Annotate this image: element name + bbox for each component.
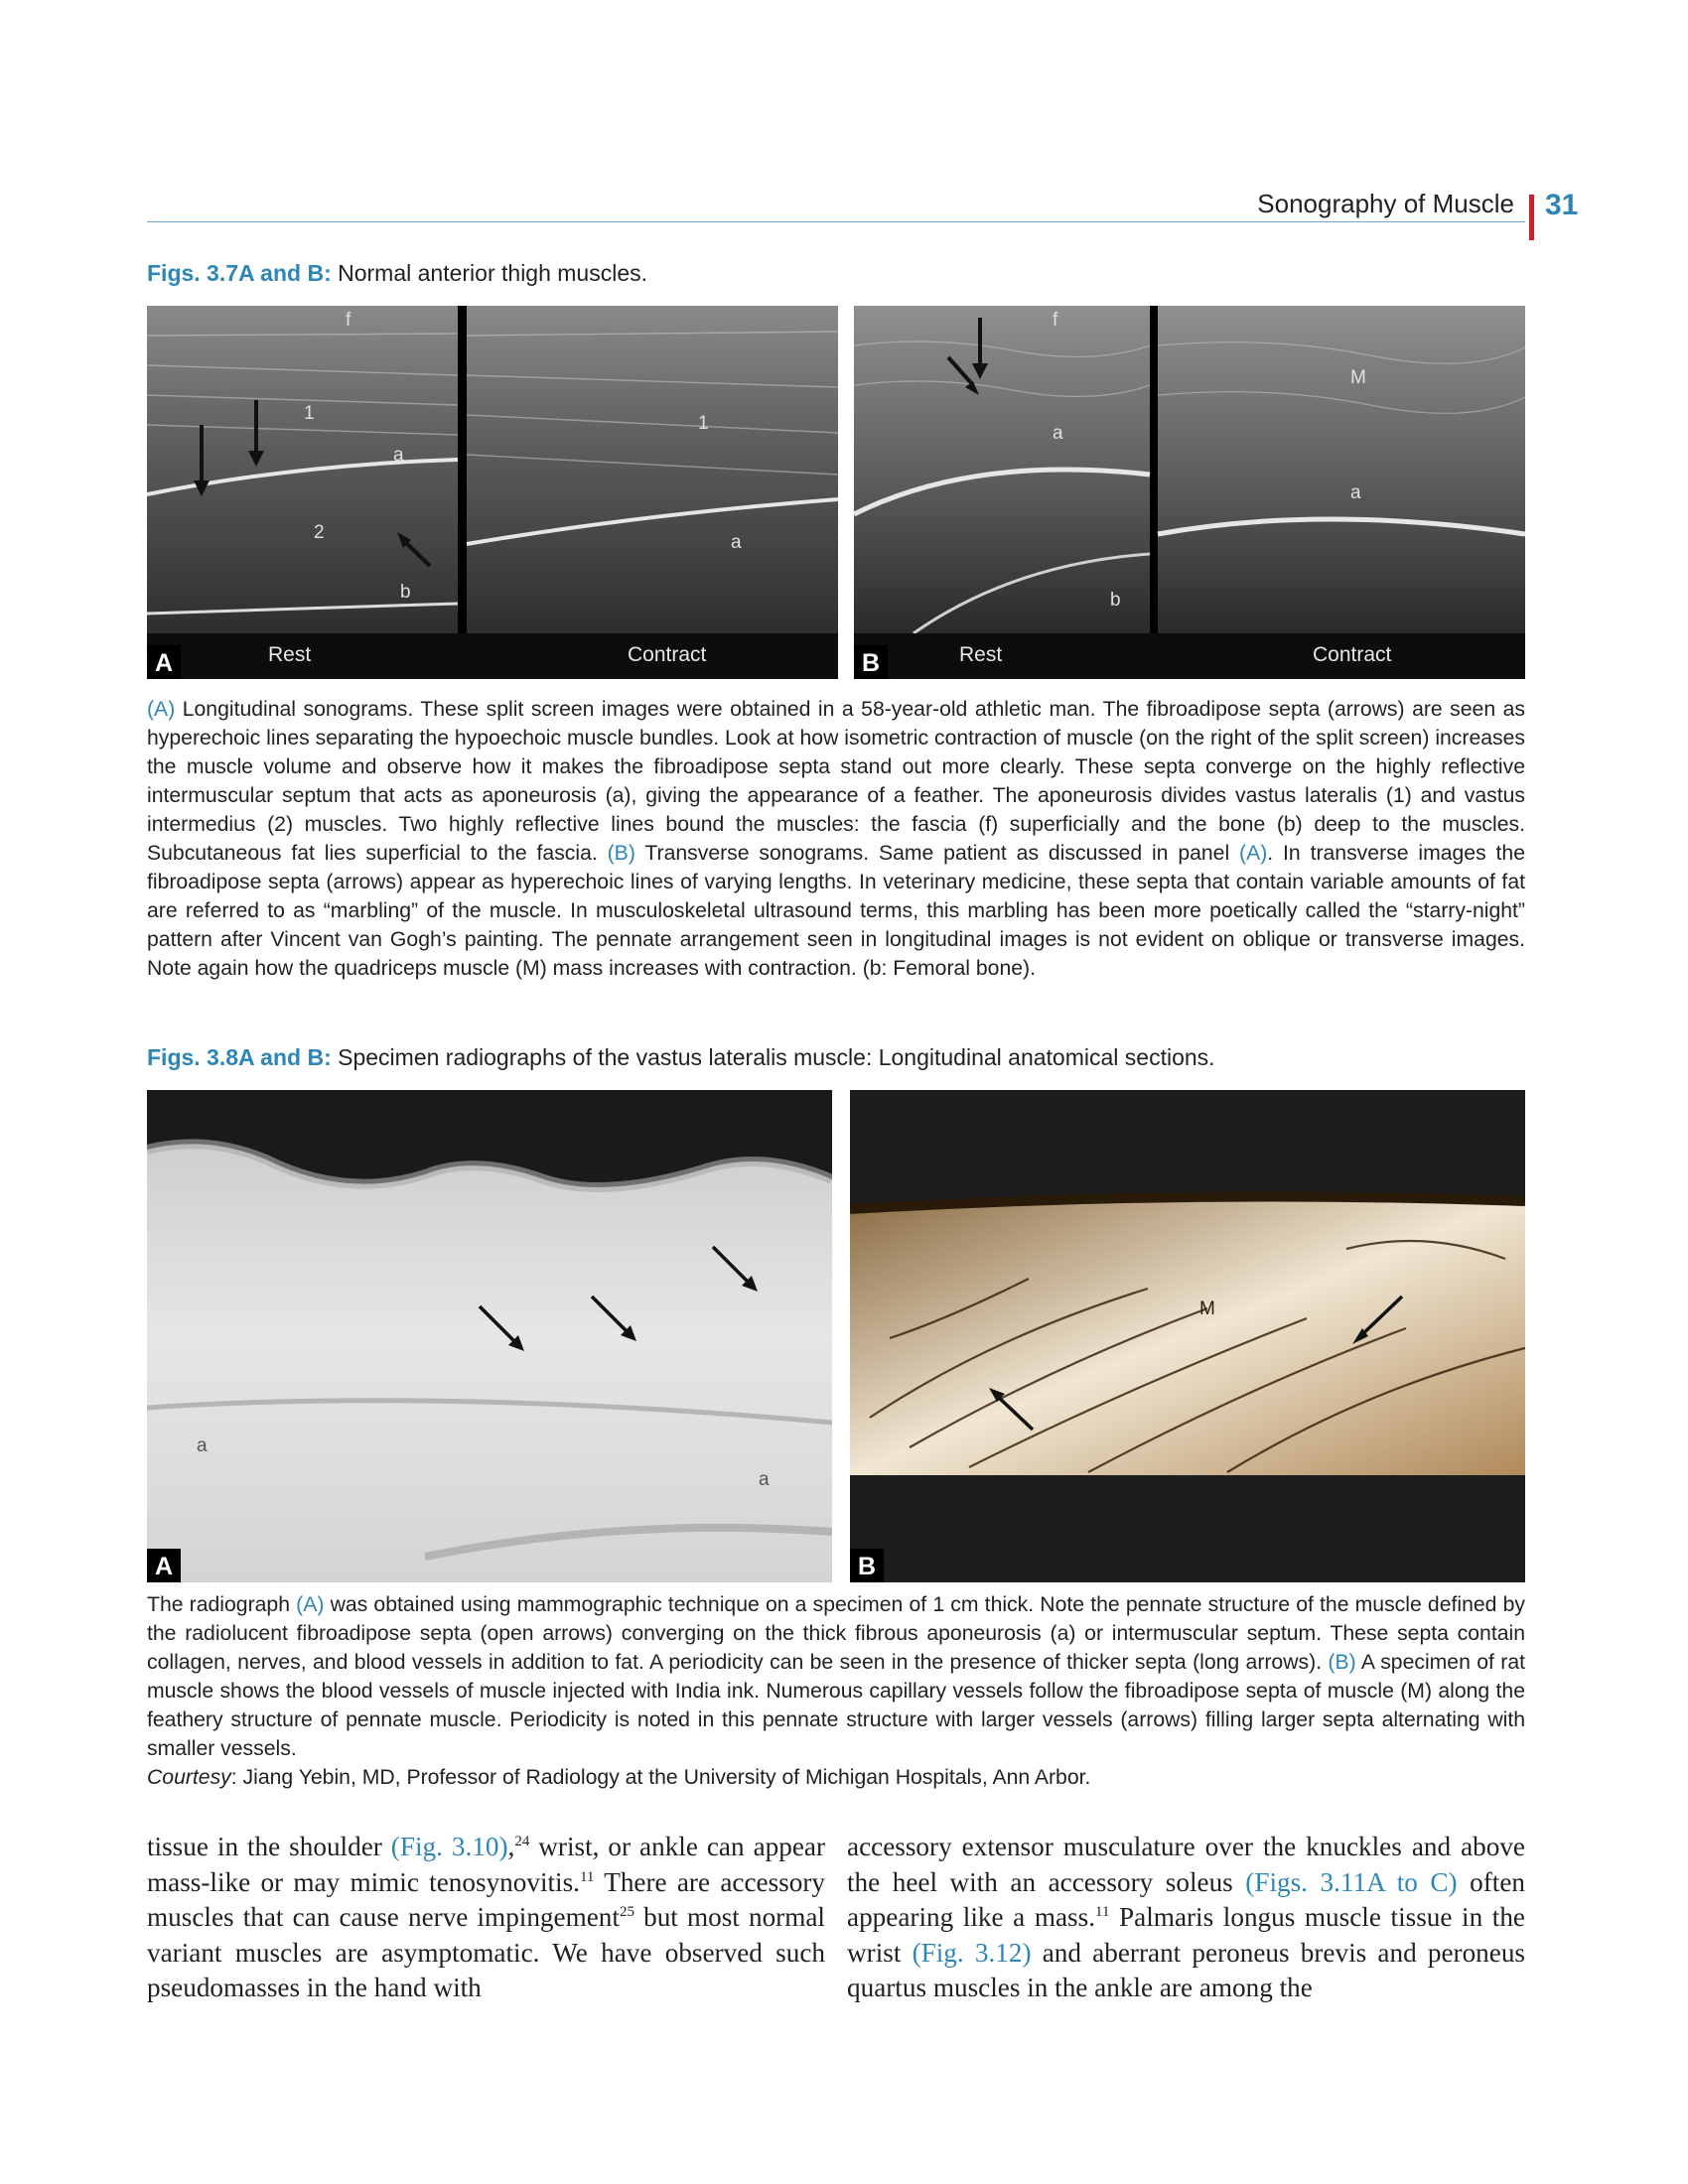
figure-3-7-title-text: Normal anterior thigh muscles. [331, 260, 648, 286]
panel-letter: B [854, 645, 888, 679]
annotation-b: b [1110, 590, 1121, 611]
annotation-b: b [400, 582, 411, 603]
rest-label: Rest [268, 643, 312, 666]
body-column-right [847, 1830, 1525, 2006]
annotation-a: a [197, 1435, 208, 1456]
citation-25[interactable]: 25 [619, 1903, 634, 1920]
panel-a-sonogram [147, 306, 838, 679]
figure-link[interactable]: (Fig. 3.10) [390, 1832, 508, 1861]
figure-3-7-title [147, 260, 647, 287]
body-text: , [507, 1832, 515, 1861]
citation-24[interactable]: 24 [514, 1833, 530, 1849]
courtesy-label: Courtesy [147, 1766, 231, 1789]
caption-ref: (B) [607, 842, 635, 865]
figure-link[interactable]: (Fig. 3.12) [912, 1937, 1032, 1968]
figure-3-7-panel-a [147, 306, 838, 679]
caption-text: was obtained using mammographic technique on a specimen of 1 cm thick. Note the pennate structure of the muscle defined by the radiolucent fibroadipose septa (open arrows) converging on the thick fibrous aponeurosis (a) or intermuscular septum. These septa contain collagen, nerves, and blood vessels in addition to fat. A periodicity can be seen in the presence of thicker septa (long arrows). [147, 1593, 1525, 1674]
caption-text: Longitudinal sonograms. These split screen images were obtained in a 58-year-old athletic man. The fibroadipose septa (arrows) are seen as hyperechoic lines separating the hypoechoic muscle bundles. Look at how isometric contraction of muscle (on the right of the split screen) increases the muscle volume and observe how it makes the fibroadipose septa stand out more clearly. These septa converge on the highly reflective intermuscular septum that acts as aponeurosis (a), giving the appearance of a feather. The aponeurosis divides vastus lateralis (1) and vastus intermedius (2) muscles. Two highly reflective lines bound the muscles: the fascia (f) superficially and the bone (b) deep to the muscles. Subcutaneous fat lies superficial to the fascia. [147, 698, 1525, 865]
body-text: often appearing like a mass. [847, 1866, 1525, 1932]
contract-label: Contract [1313, 643, 1392, 666]
figure-3-8-panel-a [147, 1090, 832, 1582]
panel-letter: A [147, 645, 181, 679]
courtesy-text: : Jiang Yebin, MD, Professor of Radiology at the University of Michigan Hospitals, Ann Arbor. [230, 1766, 1091, 1789]
citation-11[interactable]: 11 [1095, 1903, 1110, 1920]
annotation-M: M [1350, 367, 1366, 388]
body-text: wrist, or ankle can appear mass-like or may mimic tenosynovitis. [147, 1832, 826, 1897]
figure-3-8-label: Figs. 3.8A and B: [147, 1044, 332, 1070]
caption-text: . In transverse images the fibroadipose septa (arrows) appear as hyperechoic lines of varying lengths. In veterinary medicine, these septa that contain variable amounts of fat are referred to as “marbling” of the muscle. In musculoskeletal ultrasound terms, this marbling has been more poetically called the “starry-night” pattern after Vincent van Gogh’s painting. The pennate arrangement seen in longitudinal images is not evident on oblique or transverse images. Note again how the quadriceps muscle (M) mass increases with contraction. (b: Femoral bone). [147, 842, 1525, 980]
caption-text: A specimen of rat muscle shows the blood vessels of muscle injected with India ink. Numerous capillary vessels follow the fibroadipose septa of muscle (M) along the feathery structure of pennate muscle. Periodicity is noted in this pennate structure with larger vessels (arrows) filling larger septa alternating with smaller vessels. [147, 1651, 1525, 1760]
panel-b-sonogram [854, 306, 1525, 679]
caption-ref: (A) [1239, 842, 1268, 865]
annotation-a: a [731, 532, 742, 553]
caption-text: Transverse sonograms. Same patient as discussed in panel [634, 842, 1240, 865]
annotation-M: M [1199, 1298, 1215, 1319]
panel-letter: B [850, 1549, 884, 1582]
caption-ref: (A) [296, 1593, 325, 1616]
page-number: 31 [1545, 189, 1579, 221]
figure-3-8-panel-b [850, 1090, 1525, 1582]
body-text: There are accessory muscles that can cause nerve impingement [147, 1866, 825, 1932]
body-text: and aberrant peroneus brevis and peroneus quartus muscles in the ankle are among the [847, 1937, 1526, 2002]
figure-3-7-caption [147, 695, 1525, 983]
figure-link[interactable]: (Figs. 3.11A to C) [1245, 1866, 1458, 1897]
annotation-a: a [1053, 423, 1063, 444]
body-text: accessory extensor musculature over the knuckles and above the heel with an accessory soleus [847, 1832, 1525, 1897]
rest-label: Rest [959, 643, 1003, 666]
body-text: but most normal variant muscles are asymptomatic. We have observed such pseudomasses in the hand with [147, 1902, 825, 2002]
body-text: tissue in the shoulder [147, 1832, 391, 1861]
caption-text: The radiograph [147, 1593, 297, 1616]
annotation-a: a [759, 1469, 770, 1490]
figure-3-7-panel-b [854, 306, 1525, 679]
citation-11[interactable]: 11 [579, 1868, 595, 1885]
annotation-1: 1 [304, 403, 315, 424]
panel-letter: A [147, 1549, 181, 1582]
annotation-a: a [1350, 482, 1361, 503]
panel-b-specimen [850, 1090, 1525, 1582]
caption-ref: (B) [1328, 1651, 1356, 1674]
figure-3-7-label: Figs. 3.7A and B: [147, 260, 332, 286]
contract-label: Contract [628, 643, 707, 666]
caption-ref: (A) [147, 698, 176, 721]
figure-3-8-title-text: Specimen radiographs of the vastus lateralis muscle: Longitudinal anatomical sections. [331, 1044, 1215, 1070]
annotation-f: f [346, 310, 352, 331]
figure-3-8-title [147, 1044, 1215, 1071]
running-head: Sonography of Muscle [1257, 189, 1514, 218]
panel-a-radiograph [147, 1090, 832, 1582]
header-accent-bar [1529, 195, 1534, 240]
body-text: Palmaris longus muscle tissue in the wrist [847, 1902, 1525, 1968]
annotation-f: f [1053, 310, 1058, 331]
annotation-a: a [393, 445, 404, 466]
body-column-left [147, 1830, 825, 2006]
header-rule [147, 221, 1525, 222]
figure-3-8-caption [147, 1590, 1525, 1792]
annotation-1: 1 [698, 413, 709, 434]
annotation-2: 2 [314, 522, 325, 543]
